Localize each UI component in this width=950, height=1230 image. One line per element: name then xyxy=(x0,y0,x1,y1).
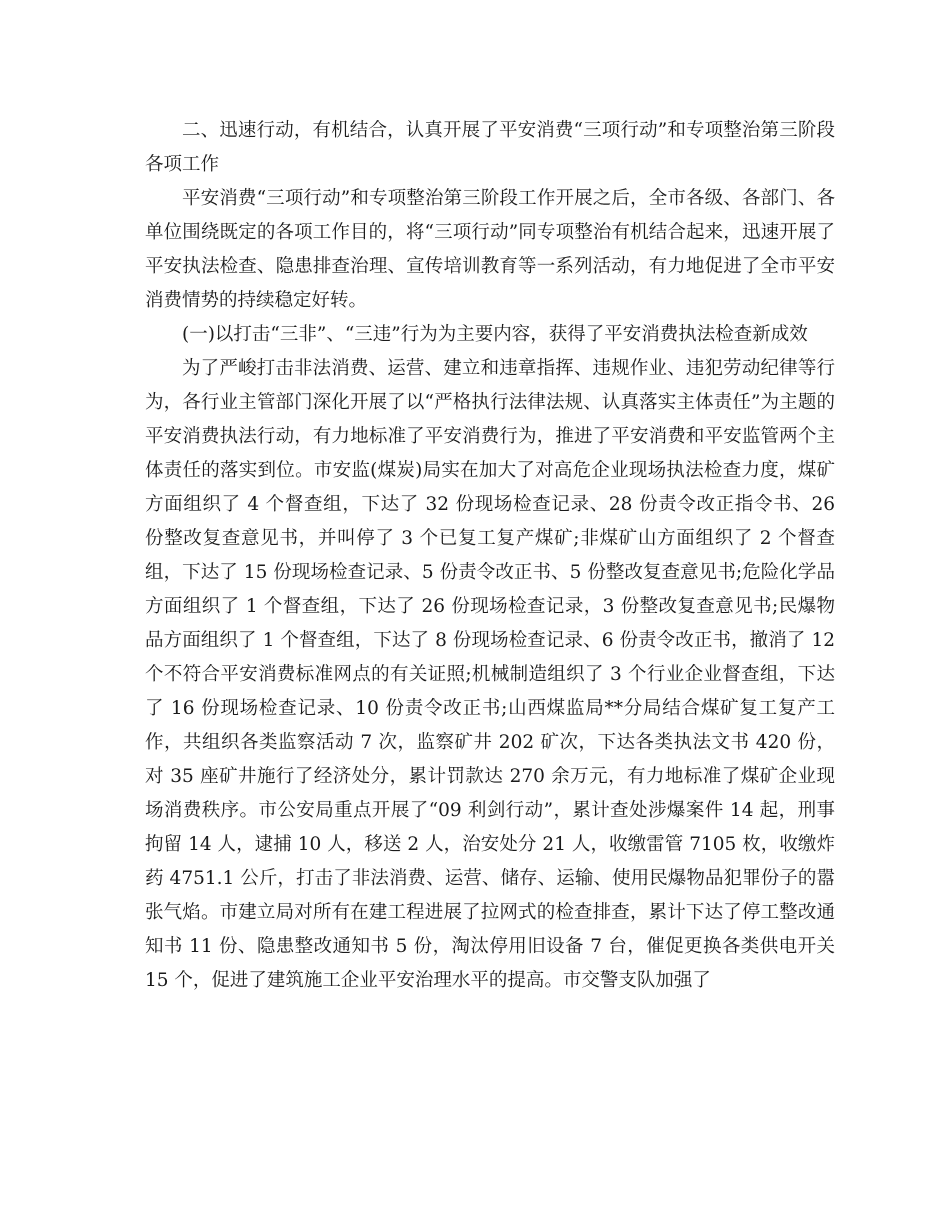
document-body xyxy=(145,114,835,998)
body-paragraph: 为了严峻打击非法消费、运营、建立和违章指挥、违规作业、违犯劳动纪律等行为，各行业主管部门深化开展了以“严格执行法律法规、认真落实主体责任”为主题的平安消费执法行动，有力地标准了平安消费行为，推进了平安消费和平安监管两个主体责任的落实到位。市安监(煤炭)局实在加大了对高危企业现场执法检查力度，煤矿方面组织了 4 个督查组，下达了 32 份现场检查记录、28 份责令改正指令书、26 份整改复查意见书，并叫停了 3 个已复工复产煤矿;非煤矿山方面组织了 2 个督查组，下达了 15 份现场检查记录、5 份责令改正书、5 份整改复查意见书;危险化学品方面组织了 1 个督查组，下达了 26 份现场检查记录，3 份整改复查意见书;民爆物品方面组织了 1 个督查组，下达了 8 份现场检查记录、6 份责令改正书，撤消了 12 个不符合平安消费标准网点的有关证照;机械制造组织了 3 个行业企业督查组，下达了 16 份现场检查记录、10 份责令改正书;山西煤监局**分局结合煤矿复工复产工作，共组织各类监察活动 7 次，监察矿井 202 矿次，下达各类执法文书 420 份，对 35 座矿井施行了经济处分，累计罚款达 270 余万元，有力地标准了煤矿企业现场消费秩序。市公安局重点开展了“09 利剑行动”，累计查处涉爆案件 14 起，刑事拘留 14 人，逮捕 10 人，移送 2 人，治安处分 21 人，收缴雷管 7105 枚，收缴炸药 4751.1 公斤，打击了非法消费、运营、储存、运输、使用民爆物品犯罪份子的嚣张气焰。市建立局对所有在建工程进展了拉网式的检查排查，累计下达了停工整改通知书 11 份、隐患整改通知书 5 份，淘汰停用旧设备 7 台，催促更换各类供电开关 15 个，促进了建筑施工企业平安治理水平的提高。市交警支队加强了 xyxy=(145,358,835,991)
subsection-heading: (一)以打击“三非”、“三违”行为为主要内容，获得了平安消费执法检查新成效 xyxy=(182,324,808,345)
body-paragraph: 平安消费“三项行动”和专项整治第三阶段工作开展之后，全市各级、各部门、各单位围绕既定的各项工作目的，将“三项行动”同专项整治有机结合起来，迅速开展了平安执法检查、隐患排查治理、宣传培训教育等一系列活动，有力地促进了全市平安消费情势的持续稳定好转。 xyxy=(145,188,835,311)
section-heading: 二、迅速行动，有机结合，认真开展了平安消费“三项行动”和专项整治第三阶段各项工作 xyxy=(145,120,835,175)
